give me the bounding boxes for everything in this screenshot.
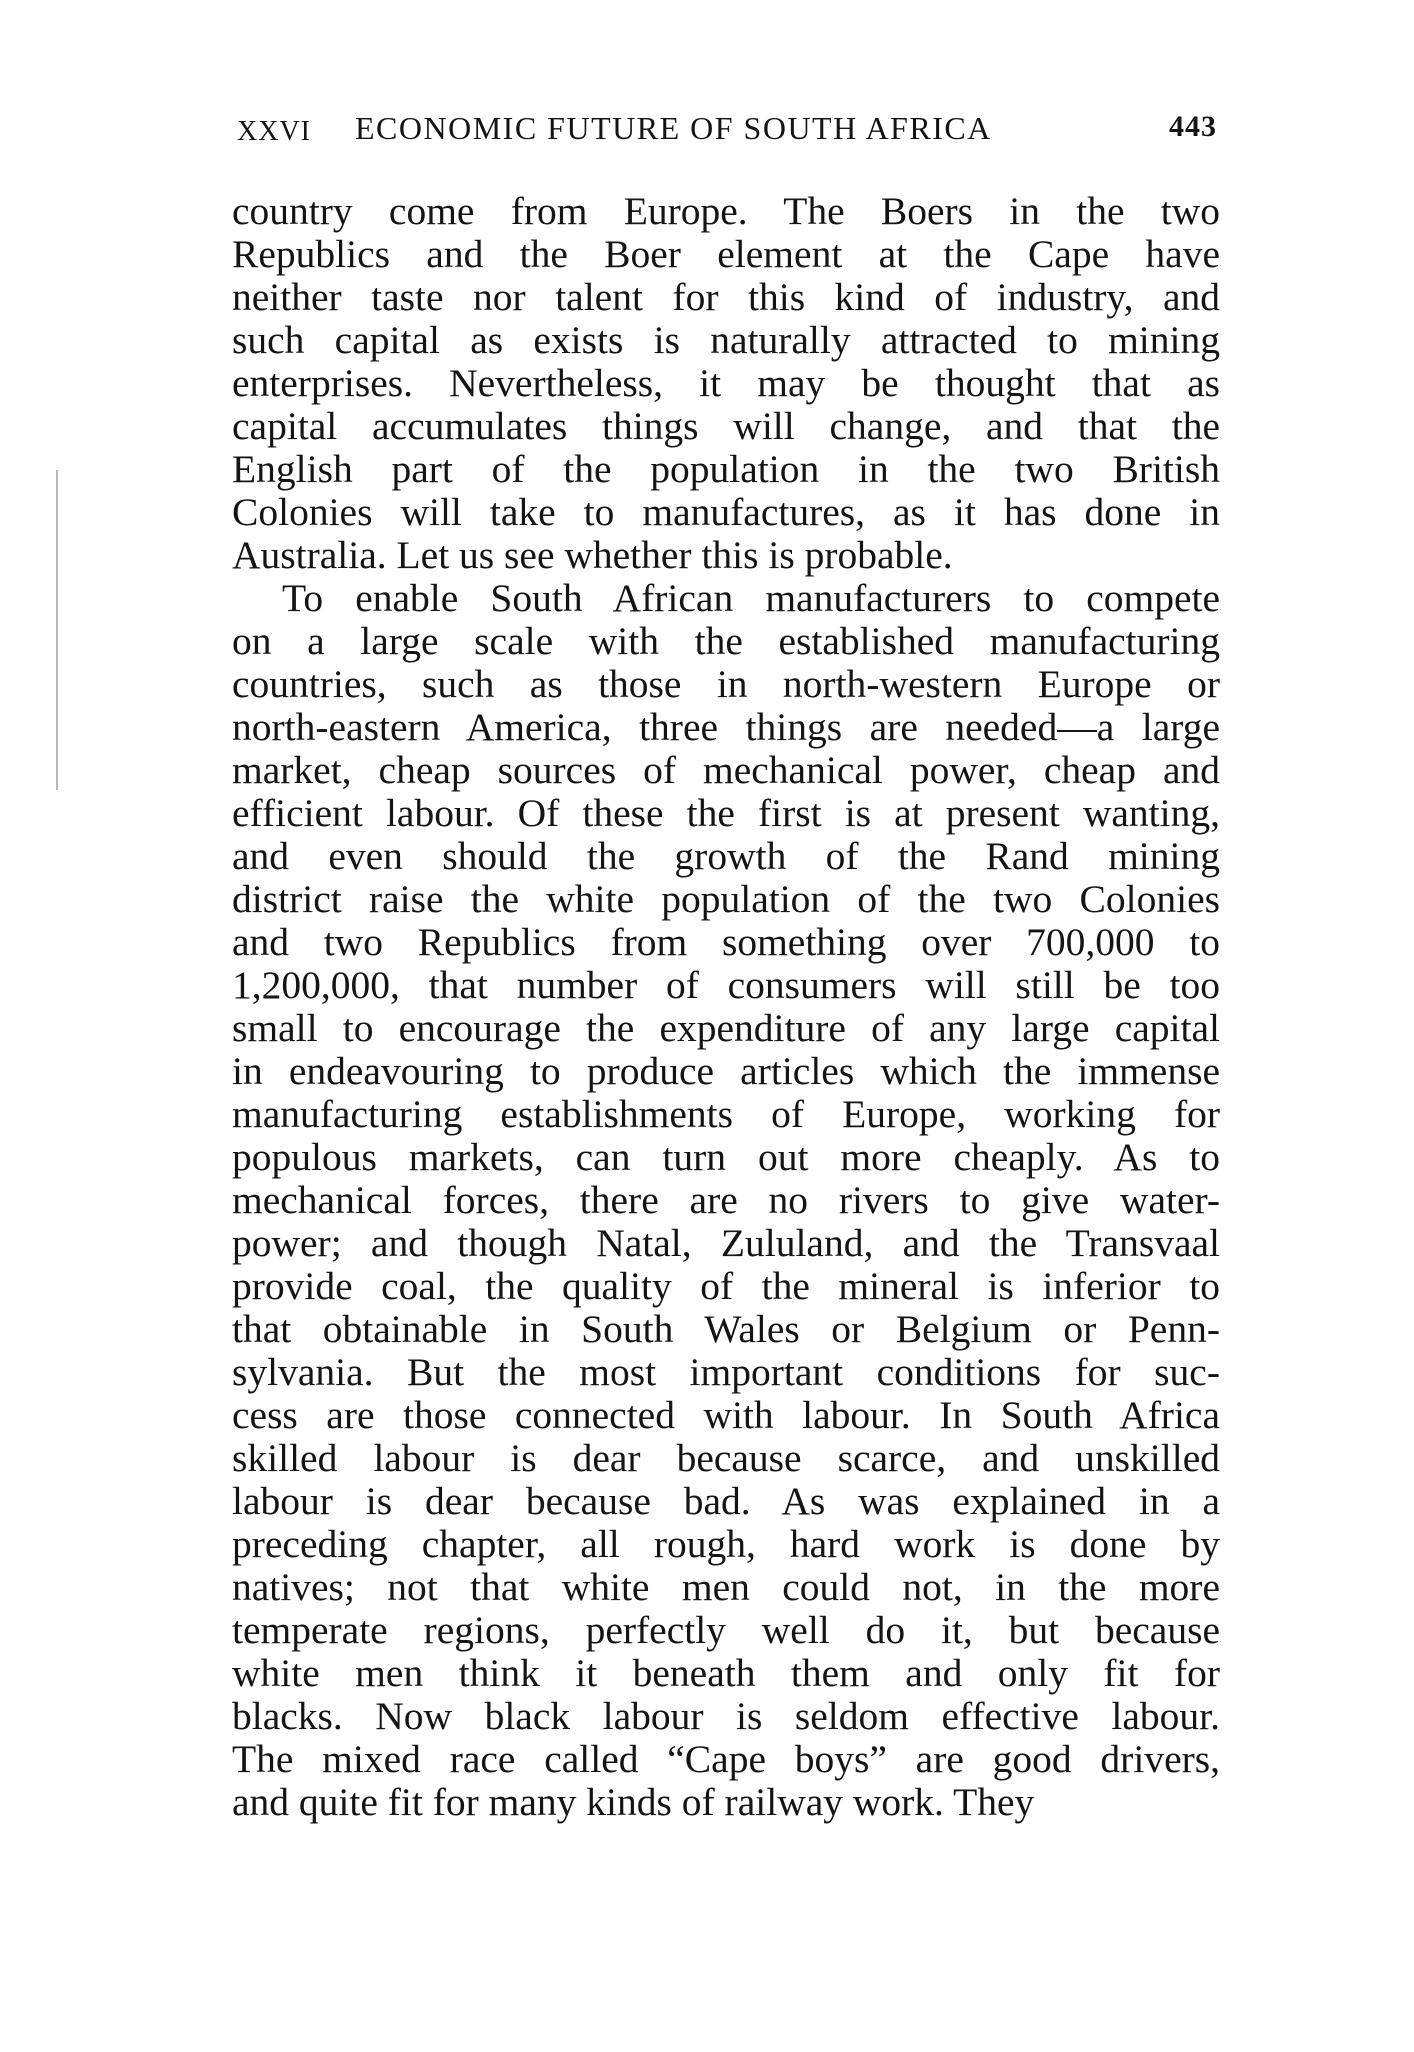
text-line: efficient labour. Of these the first is at present wanting, — [232, 791, 1220, 835]
body-text — [232, 190, 1220, 1824]
paragraph — [232, 577, 1220, 1824]
text-line: Australia. Let us see whether this is probable. — [232, 533, 953, 577]
page-number: 443 — [1169, 110, 1217, 143]
text-line: that obtainable in South Wales or Belgium or Penn- — [232, 1307, 1220, 1351]
text-line: temperate regions, perfectly well do it, but because — [232, 1608, 1220, 1652]
text-line: 1,200,000, that number of consumers will still be too — [232, 963, 1220, 1007]
text-line: neither taste nor talent for this kind of industry, and — [232, 275, 1220, 319]
text-line: English part of the population in the two British — [232, 447, 1220, 491]
text-line: white men think it beneath them and only fit for — [232, 1651, 1220, 1695]
running-header — [237, 110, 1217, 158]
paragraph — [232, 190, 1220, 577]
chapter-number: XXVI — [237, 116, 311, 147]
text-line: capital accumulates things will change, and that the — [232, 404, 1220, 448]
text-line: market, cheap sources of mechanical power, cheap and — [232, 748, 1220, 792]
text-line: skilled labour is dear because scarce, and unskilled — [232, 1436, 1220, 1480]
text-line: countries, such as those in north-western Europe or — [232, 662, 1220, 706]
text-line: such capital as exists is naturally attracted to mining — [232, 318, 1220, 362]
text-line: To enable South African manufacturers to compete — [282, 576, 1220, 620]
text-line: cess are those connected with labour. In South Africa — [232, 1393, 1220, 1437]
text-line: natives; not that white men could not, in the more — [232, 1565, 1220, 1609]
text-line: sylvania. But the most important conditions for suc- — [232, 1350, 1220, 1394]
text-line: enterprises. Nevertheless, it may be thought that as — [232, 361, 1220, 405]
margin-scan-mark — [56, 470, 58, 790]
text-line: in endeavouring to produce articles which the immense — [232, 1049, 1220, 1093]
text-line: provide coal, the quality of the mineral is inferior to — [232, 1264, 1220, 1308]
text-line: north-eastern America, three things are needed—a large — [232, 705, 1220, 749]
text-line: mechanical forces, there are no rivers to give water- — [232, 1178, 1220, 1222]
text-line: power; and though Natal, Zululand, and the Transvaal — [232, 1221, 1220, 1265]
text-line: small to encourage the expenditure of any large capital — [232, 1006, 1220, 1050]
text-line: Colonies will take to manufactures, as it has done in — [232, 490, 1220, 534]
text-line: preceding chapter, all rough, hard work is done by — [232, 1522, 1220, 1566]
text-line: populous markets, can turn out more cheaply. As to — [232, 1135, 1220, 1179]
text-line: and two Republics from something over 700,000 to — [232, 920, 1220, 964]
text-line: blacks. Now black labour is seldom effective labour. — [232, 1694, 1220, 1738]
text-line: The mixed race called “Cape boys” are good drivers, — [232, 1737, 1220, 1781]
text-line: and even should the growth of the Rand mining — [232, 834, 1220, 878]
text-line: manufacturing establishments of Europe, working for — [232, 1092, 1220, 1136]
text-line: and quite fit for many kinds of railway work. They — [232, 1780, 1035, 1824]
text-line: country come from Europe. The Boers in the two — [232, 189, 1220, 233]
text-line: on a large scale with the established manufacturing — [232, 619, 1220, 663]
text-line: labour is dear because bad. As was explained in a — [232, 1479, 1220, 1523]
running-title: ECONOMIC FUTURE OF SOUTH AFRICA — [355, 110, 992, 146]
text-line: district raise the white population of the two Colonies — [232, 877, 1220, 921]
text-line: Republics and the Boer element at the Cape have — [232, 232, 1220, 276]
